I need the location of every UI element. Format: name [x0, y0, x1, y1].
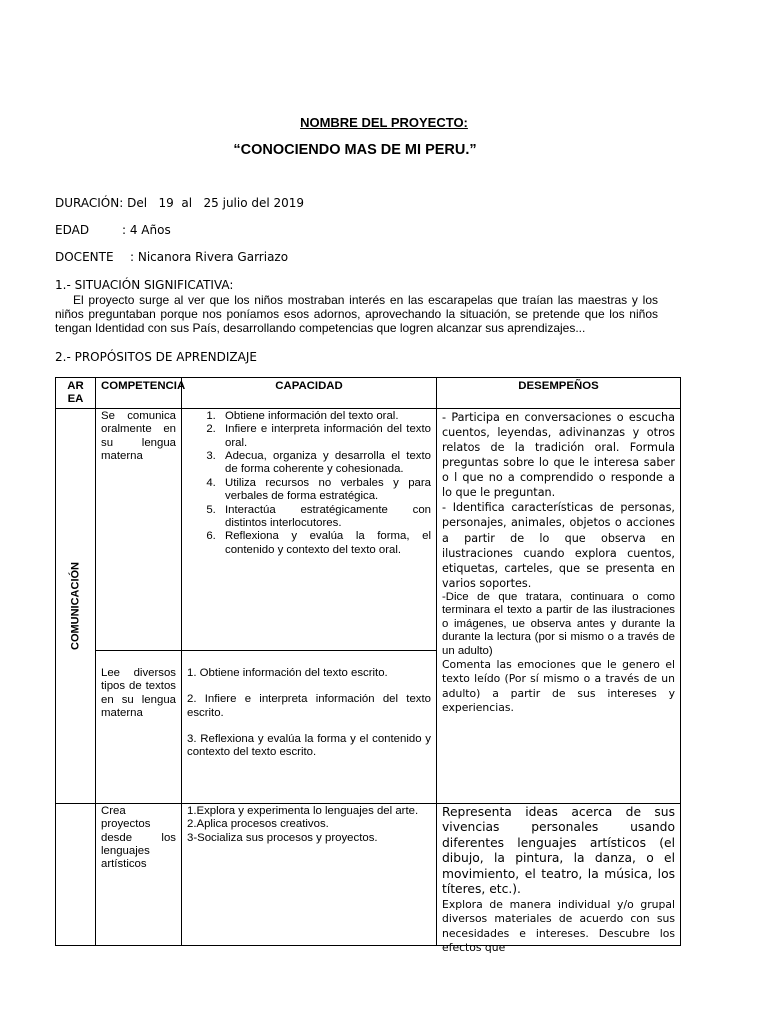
table-row — [56, 408, 681, 650]
header-area: AR EA — [56, 378, 96, 409]
list-item: 4. Utiliza recursos no verbales y para verbales de forma estratégica. — [219, 477, 431, 504]
competencia-lectura: Lee diversos tipos de textos en su lengua materna — [96, 650, 182, 803]
age-value: : 4 Años — [122, 223, 171, 237]
age-line — [55, 223, 171, 237]
header-competencia: COMPETENCIA — [96, 378, 182, 409]
list-item: 1.Explora y experimenta lo lenguajes del arte. — [187, 804, 419, 817]
capacidades-lectura — [182, 650, 437, 803]
list-item: 3-Socializa sus procesos y proyectos. — [187, 831, 378, 844]
section-1-title: 1.- SITUACIÓN SIGNIFICATIVA: — [55, 278, 234, 292]
teacher-value: : Nicanora Rivera Garriazo — [130, 250, 289, 264]
desempeno-item: Explora de manera individual y/o grupal diversos materiales de acuerdo con sus necesidades e intereses. Descubre los efectos que — [442, 897, 675, 955]
capacidades-arte — [182, 803, 437, 945]
desempenos-comunicacion — [437, 408, 681, 803]
desempeno-item: -Dice de que tratara, continuara o como terminara el texto a partir de las ilustraciones o imágenes, ue observa antes y durante la durante la lectura (por si mismo o a través de un adulto) — [442, 590, 675, 657]
age-label: EDAD — [55, 223, 90, 237]
list-item: 2. Infiere e interpreta información del texto oral. — [219, 423, 431, 450]
project-label: NOMBRE DEL PROYECTO: — [300, 115, 468, 130]
learning-purposes-table — [55, 377, 681, 955]
list-item: 3. Reflexiona y evalúa la forma y el contenido y contexto del texto escrito. — [187, 733, 431, 759]
list-item: 5. Interactúa estratégicamente con distintos interlocutores. — [219, 504, 431, 531]
competencia-arte: Crea proyectos desde los lenguajes artísticos — [96, 803, 182, 945]
header-capacidad: CAPACIDAD — [182, 378, 437, 409]
duration-label: DURACIÓN: — [55, 196, 124, 210]
duration-value: Del 19 al 25 julio del 2019 — [127, 196, 305, 210]
desempeno-item: Representa ideas acerca de sus vivencias personales usando diferentes lenguajes artísticos (el dibujo, la pintura, la danza, o el movimiento, el teatro, la música, los títeres, etc.). — [442, 804, 675, 897]
area-label: COMUNICACIÓN — [68, 561, 81, 650]
list-item: 1. Obtiene información del texto escrito. — [187, 666, 388, 679]
desempeno-item: Comenta las emociones que le genero el texto leído (Por sí mismo o a través de un adulto) a partir de sus intereses y experiencias. — [442, 657, 675, 715]
table-header-row — [56, 378, 681, 409]
list-item: 2. Infiere e interpreta información del texto escrito. — [187, 693, 431, 719]
area-cell-empty — [56, 803, 96, 945]
desempeno-item: - Participa en conversaciones o escucha cuentos, leyendas, adivinanzas y otros relatos de la tradición oral. Formula preguntas sobre lo que le interesa saber o l que no a comprendido o responde a lo que le preguntan. — [442, 410, 675, 500]
header-desempenos: DESEMPEÑOS — [437, 378, 681, 409]
project-title: “CONOCIENDO MAS DE MI PERU.” — [233, 142, 477, 158]
competencia-oral: Se comunica oralmente en su lengua materna — [96, 408, 182, 650]
teacher-line — [55, 250, 288, 264]
list-item: 1. Obtiene información del texto oral. — [219, 410, 431, 423]
teacher-label: DOCENTE — [55, 250, 114, 264]
section-2-title: 2.- PROPÓSITOS DE APRENDIZAJE — [55, 350, 257, 364]
list-item: 6. Reflexiona y evalúa la forma, el contenido y contexto del texto oral. — [219, 530, 431, 557]
table-row — [56, 803, 681, 945]
significant-situation-text: El proyecto surge al ver que los niños mostraban interés en las escarapelas que traían las maestras y los niños preguntaban porque nos poníamos esos adornos, aprovechando la situación, se pretende que los niños tengan Identidad con sus País, desarrollando competencias que logren alcanzar sus aprendizajes... — [55, 293, 658, 336]
list-item: 2.Aplica procesos creativos. — [187, 818, 329, 831]
desempenos-arte — [437, 803, 681, 955]
desempeno-item: - Identifica características de personas, personajes, animales, objetos o acciones a partir de lo que observa en ilustraciones cuando explora cuentos, etiquetas, carteles, que se presenta en varios soportes. — [442, 501, 675, 590]
capacidades-oral — [182, 408, 437, 650]
duration-line — [55, 196, 304, 210]
area-cell — [56, 408, 96, 803]
list-item: 3. Adecua, organiza y desarrolla el texto de forma coherente y cohesionada. — [219, 450, 431, 477]
